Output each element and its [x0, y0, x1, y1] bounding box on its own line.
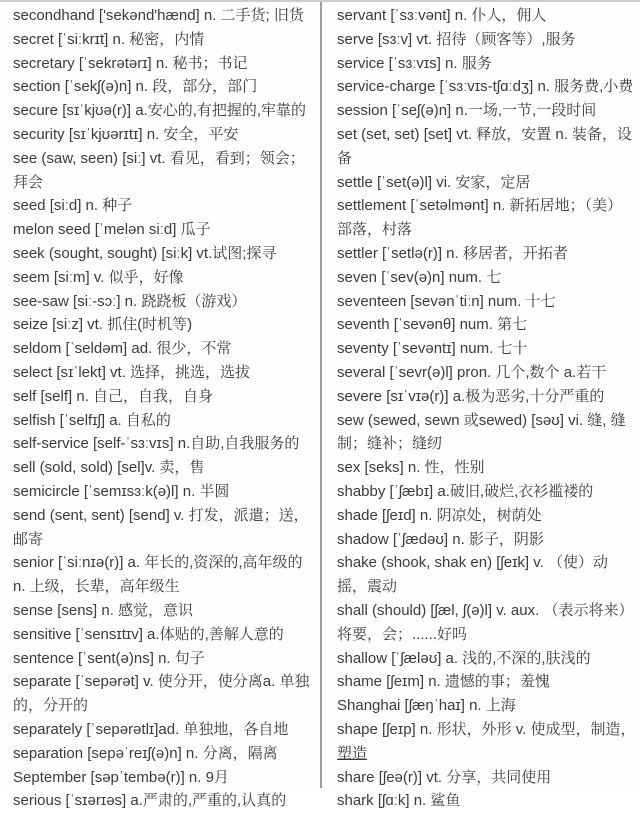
dictionary-entry: shake (shook, shak en) [ʃeɪk] v. （使）动摇，震动: [337, 554, 608, 596]
dictionary-entry: selfish [ˈselfɪʃ] a. 自私的: [13, 411, 171, 429]
dictionary-entry: section [ˈsekʃ(ə)n] n. 段，部分，部门: [13, 78, 258, 96]
dictionary-entry: secret [ˈsiːkrɪt] n. 秘密，内情: [13, 30, 205, 48]
dictionary-entry: several [ˈsevr(ə)l] pron. 几个,数个 a.若干: [337, 363, 607, 381]
dictionary-entry: self [self] n. 自己，自我，自身: [13, 387, 214, 405]
dictionary-entry: semicircle [ˈsemɪsɜːk(ə)l] n. 半圆: [13, 482, 230, 500]
dictionary-entry: secretary [ˈsekrətərɪ] n. 秘书；书记: [13, 54, 248, 72]
dictionary-entry: sensitive [ˈsensɪtɪv] a.体贴的,善解人意的: [13, 625, 284, 643]
dictionary-entry: secondhand ['sekənd'hænd] n. 二手货; 旧货: [13, 7, 304, 24]
dictionary-entry: service [ˈsɜːvɪs] n. 服务: [337, 54, 492, 72]
dictionary-entry: sell (sold, sold) [sel]v. 卖，售: [13, 459, 205, 477]
dictionary-entry: Shanghai [ʃæŋˈhaɪ] n. 上海: [337, 697, 516, 715]
dictionary-entry: sex [seks] n. 性，性别: [337, 459, 485, 477]
dictionary-entry: shall (should) [ʃæl, ʃ(ə)l] v. aux. （表示将来）将要，会；......好吗: [337, 601, 634, 643]
dictionary-entry: seek (sought, sought) [siːk] vt.试图;探寻: [13, 244, 277, 262]
dictionary-entry: session [ˈseʃ(ə)n] n.一场,一节,一段时间: [337, 102, 597, 120]
dictionary-entry: senior [ˈsiːnɪə(r)] a. 年长的,资深的,高年级的 n. 上级，长辈，高年级生: [13, 554, 303, 596]
dictionary-entry: sentence [ˈsent(ə)ns] n. 句子: [13, 649, 205, 667]
dictionary-entry: seldom [ˈseldəm] ad. 很少，不常: [13, 340, 232, 358]
dictionary-entry: secure [sɪˈkjʊə(r)] a.安心的,有把握的,牢靠的: [13, 102, 307, 120]
dictionary-entry: separation [sepəˈreɪʃ(ə)n] n. 分离，隔离: [13, 744, 278, 762]
dictionary-entry: shadow [ˈʃædəʊ] n. 影子，阴影: [337, 530, 544, 548]
dictionary-entry: seventy [ˈsevəntɪ] num. 七十: [337, 340, 528, 358]
dictionary-entry: settle [ˈset(ə)l] vi. 安家，定居: [337, 173, 531, 191]
dictionary-entry: melon seed [ˈmelən siːd] 瓜子: [13, 221, 211, 239]
dictionary-entry: seize [siːz] vt. 抓住(时机等): [13, 316, 193, 334]
dictionary-entry: shabby [ˈʃæbɪ] a.破旧,破烂,衣衫褴褛的: [337, 482, 594, 500]
dictionary-entry: settler [ˈsetlə(r)] n. 移居者，开拓者: [337, 244, 568, 262]
dictionary-entry: severe [sɪˈvɪə(r)] a.极为恶劣,十分严重的: [337, 387, 605, 405]
dictionary-entry: seven [ˈsev(ə)n] num. 七: [337, 268, 502, 286]
dictionary-entry: sense [sens] n. 感觉，意识: [13, 601, 194, 619]
dictionary-entry: shallow [ˈʃæləʊ] a. 浅的,不深的,肤浅的: [337, 649, 591, 667]
left-column: [0, 2, 320, 810]
dictionary-entry: settlement [ˈsetəlmənt] n. 新拓居地；（美）部落，村落: [337, 197, 623, 239]
dictionary-entry: send (sent, sent) [send] v. 打发，派遣；送，邮寄: [13, 506, 309, 548]
dictionary-entry: seventh [ˈsevənθ] num. 第七: [337, 316, 528, 334]
right-column: [322, 2, 640, 810]
dictionary-entry: security [sɪˈkjʊərɪtɪ] n. 安全，平安: [13, 125, 239, 143]
dictionary-entry: September [səpˈtembə(r)] n. 9月: [13, 768, 229, 786]
dictionary-entry: sew (sewed, sewn 或sewed) [səʊ] vi. 缝, 缝制；缝补；缝纫: [337, 411, 626, 453]
dictionary-entry: seventeen [sevənˈtiːn] num. 十七: [337, 292, 556, 310]
dictionary-entry: serve [sɜːv] vt. 招待（顾客等）,服务: [337, 30, 576, 48]
dictionary-entry: separately [ˈsepərətlɪ]ad. 单独地，各自地: [13, 720, 289, 738]
dictionary-entry: seed [siːd] n. 种子: [13, 197, 133, 215]
dictionary-entry: separate [ˈsepərət] v. 使分开，使分离a. 单独的，分开的: [13, 673, 310, 715]
dictionary-entry: see (saw, seen) [siː] vt. 看见，看到；领会；拜会: [13, 149, 305, 191]
dictionary-entry: shame [ʃeɪm] n. 遗憾的事；羞愧: [337, 673, 550, 691]
dictionary-entry: serious [ˈsɪərɪəs] a.严肃的,严重的,认真的: [13, 792, 287, 810]
dictionary-entry: set (set, set) [set] vt. 释放，安置 n. 装备，设备: [337, 125, 633, 167]
dictionary-entry: seem [siːm] v. 似乎，好像: [13, 268, 184, 286]
dictionary-entry: servant [ˈsɜːvənt] n. 仆人，佣人: [337, 7, 547, 24]
dictionary-entry: shade [ʃeɪd] n. 阴凉处，树荫处: [337, 506, 542, 524]
dictionary-entry: shape [ʃeɪp] n. 形状，外形 v. 使成型，制造，塑造: [337, 720, 636, 762]
dictionary-entry: self-service [self-ˈsɜːvɪs] n.自助,自我服务的: [13, 435, 300, 453]
dictionary-entry: share [ʃeə(r)] vt. 分享，共同使用: [337, 768, 552, 786]
dictionary-entry: shark [ʃɑːk] n. 鲨鱼: [337, 792, 461, 810]
underlined-text: 塑造: [337, 744, 368, 762]
dictionary-entry: see-saw [siː-sɔː] n. 跷跷板（游戏）: [13, 292, 247, 310]
dictionary-entry: select [sɪˈlekt] vt. 选择，挑选，选拔: [13, 363, 251, 381]
dictionary-entry: service-charge [ˈsɜːvɪs-tʃɑːdʒ] n. 服务费,小费: [337, 78, 634, 96]
